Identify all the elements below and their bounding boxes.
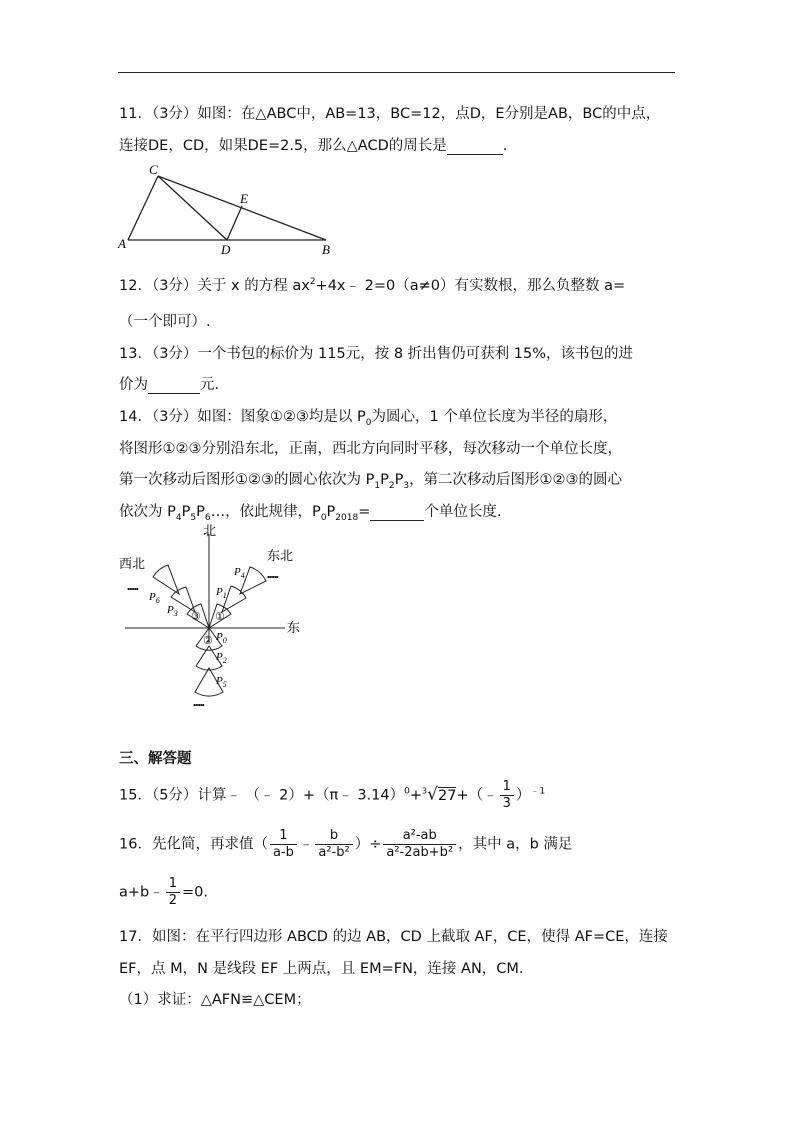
q17-line2: EF，点 M，N 是线段 EF 上两点，且 EM=FN，连接 AN，CM.	[119, 961, 524, 977]
section-heading: 三、解答题	[119, 751, 192, 767]
p1-label: $P_1$	[216, 586, 227, 600]
q11-line2: 连接DE，CD，如果DE=2.5，那么△ACD的周长是 .	[119, 138, 508, 154]
fraction-2: $\frac{b}{\text{a²-b²}}$	[315, 828, 352, 861]
north-label: 北	[203, 523, 217, 538]
label-b: B	[322, 242, 330, 257]
p3-label: $P_3$	[167, 604, 178, 618]
p5-label: $P_5$	[216, 675, 227, 689]
circle-2-label: ②	[203, 635, 213, 647]
q13-line1: 13．（3分）一个书包的标价为 115元，按 8 折出售仍可获利 15%，该书包的进	[119, 346, 633, 362]
circle-1-label: ①	[215, 611, 225, 623]
south-dots: ••••••	[193, 701, 204, 710]
p4-label: $P_4$	[234, 566, 245, 580]
q17-line3: （1）求证：△AFN≌△CEM；	[119, 992, 311, 1008]
p0-label: $P_0$	[216, 631, 227, 645]
northeast-dots: ••••••	[267, 573, 278, 582]
p6-label: $P_6$	[149, 591, 160, 605]
q15-line: 15．（5分）计算﹣ （﹣ 2）+（π﹣ 3.14）$^0$+$^3$√27+（﹣ $\frac{1}{3}$ ）$^{﹣1}$	[119, 779, 546, 811]
northwest-dots: ••••••	[127, 585, 138, 594]
label-c: C	[149, 162, 158, 177]
q14-line2: 将图形①②③分别沿东北，正南，西北方向同时平移，每次移动一个单位长度，	[119, 441, 622, 457]
segment-ac	[128, 176, 158, 240]
q11-line1: 11．（3分）如图：在△ABC中，AB=13，BC=12，点D，E分别是AB，BC的中点，	[119, 106, 661, 122]
northwest-label: 西北	[119, 556, 146, 571]
q14-line4: 依次为 $P_4P_5P_6\dots$，依此规律，$P_0P_{2018}=$ 个单位长度.	[119, 504, 502, 523]
fraction-one-half: $\frac{1}{2}$	[166, 876, 180, 909]
segment-cd	[158, 176, 227, 240]
answer-blank	[447, 138, 503, 155]
circle-3-label: ③	[191, 611, 201, 623]
sector-figure	[115, 520, 315, 715]
east-label: 东	[287, 620, 301, 635]
header-rule	[118, 72, 675, 73]
sector-p6	[153, 565, 179, 594]
segment-de	[227, 206, 242, 240]
answer-blank	[148, 377, 200, 394]
fraction-one-third: $\frac{1}{3}$	[500, 779, 514, 812]
label-d: D	[221, 242, 231, 257]
q12-line1: 12．（3分）关于 x 的方程 $ax^2+4x﹣$ 2=0（a≠0）有实数根，那么负整数 a=	[119, 277, 626, 294]
q17-line1: 17．如图：在平行四边形 ABCD 的边 AB，CD 上截取 AF，CE，使得 AF=CE，连接	[119, 929, 668, 945]
northeast-label: 东北	[267, 548, 294, 563]
segment-cb	[158, 176, 326, 240]
answer-blank	[370, 504, 424, 521]
label-a: A	[118, 236, 126, 251]
q14-line1: 14．（3分）如图：图象①②③均是以 $P_0$为圆心，1 个单位长度为半径的扇形，	[119, 409, 618, 428]
p2-label: $P_2$	[216, 651, 227, 665]
q13-line2: 价为 元.	[119, 377, 220, 393]
q16-line2: a+b﹣ $\frac{1}{2}$ =0.	[119, 876, 209, 908]
triangle-figure	[115, 160, 340, 257]
fraction-1: $\frac{1}{a-b}$	[270, 828, 297, 861]
fraction-3: $\frac{\text{a²-ab}}{\text{a²-2ab+b²}}$	[383, 828, 456, 861]
q12-line2: （一个即可）.	[119, 314, 211, 330]
q14-line3: 第一次移动后图形①②③的圆心依次为 $P_1P_2P_3$，第二次移动后图形①②③的圆心	[119, 472, 623, 491]
q16-line1: 16．先化简，再求值（ $\frac{1}{a-b}$ ﹣ $\frac{b}{\text{a²-b²}}$ ）÷ $\frac{\text{a²-ab}}{\text{a²-2ab+b²}}$ ，其中 a，b 满足	[119, 828, 573, 860]
label-e: E	[240, 191, 248, 206]
